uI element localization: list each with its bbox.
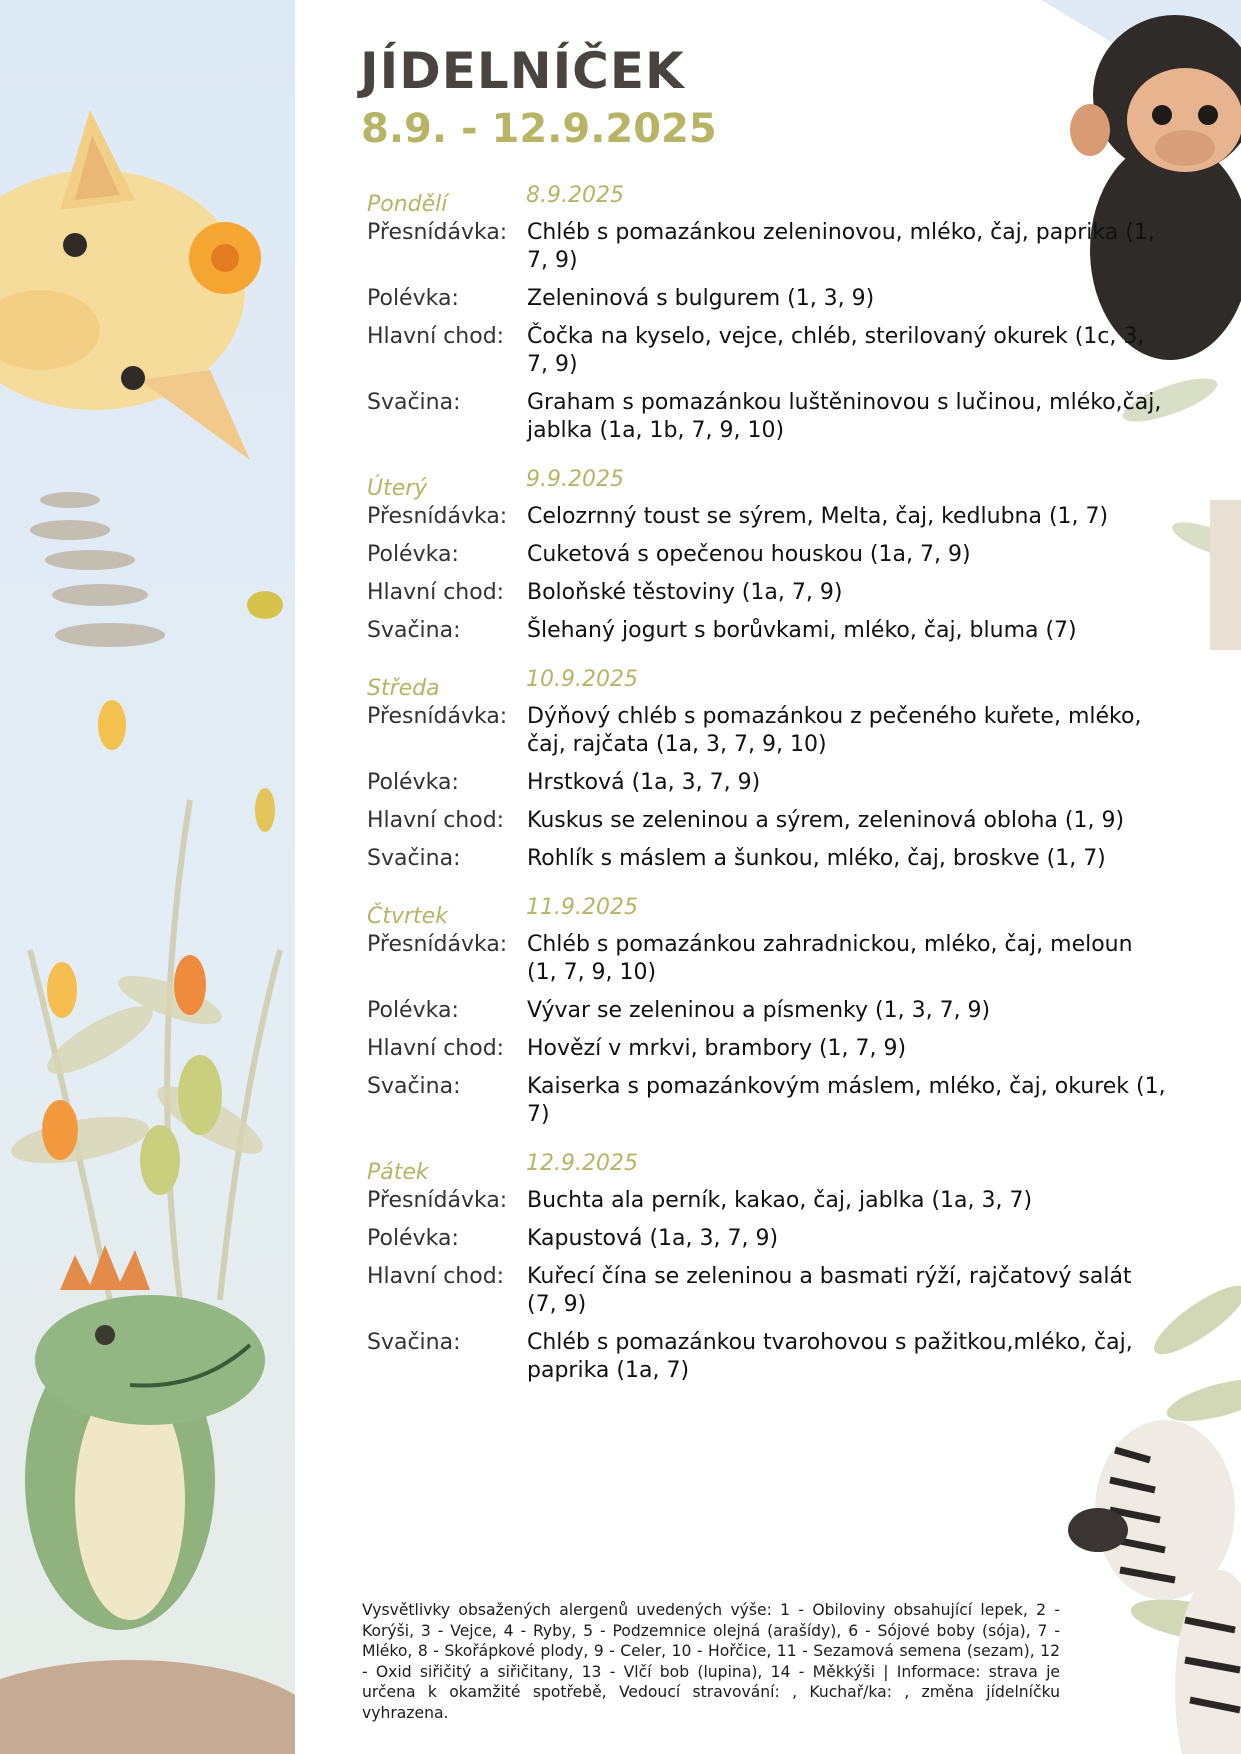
meal-label: Polévka: bbox=[367, 998, 459, 1023]
meal-row-soup bbox=[367, 1225, 1167, 1253]
day-section bbox=[367, 895, 1167, 1129]
meal-row-main bbox=[367, 323, 1167, 379]
meal-label: Hlavní chod: bbox=[367, 580, 505, 605]
meal-value: Hovězí v mrkvi, brambory (1, 7, 9) bbox=[527, 1036, 907, 1061]
day-date: 12.9.2025 bbox=[526, 1151, 638, 1176]
meal-value: Graham s pomazánkou luštěninovou s lučinou, mléko,čaj, jablka (1a, 1b, 7, 9, 10) bbox=[527, 390, 1162, 443]
weekly-menu bbox=[367, 183, 1167, 1407]
meal-value: Šlehaný jogurt s borůvkami, mléko, čaj, bluma (7) bbox=[527, 618, 1077, 643]
date-range: 8.9. - 12.9.2025 bbox=[361, 106, 717, 152]
meal-row-breakfast bbox=[367, 1187, 1167, 1215]
day-section bbox=[367, 183, 1167, 445]
meal-row-main bbox=[367, 1035, 1167, 1063]
meal-label: Přesnídávka: bbox=[367, 704, 508, 729]
meal-value: Hrstková (1a, 3, 7, 9) bbox=[527, 770, 761, 795]
meal-label: Přesnídávka: bbox=[367, 220, 508, 245]
day-date: 10.9.2025 bbox=[526, 667, 638, 692]
meal-value: Cuketová s opečenou houskou (1a, 7, 9) bbox=[527, 542, 971, 567]
day-date: 8.9.2025 bbox=[526, 183, 624, 208]
meal-row-breakfast bbox=[367, 931, 1167, 987]
meal-label: Hlavní chod: bbox=[367, 324, 505, 349]
page-title: JÍDELNÍČEK bbox=[360, 42, 685, 100]
meal-value: Kuřecí čína se zeleninou a basmati rýží, rajčatový salát (7, 9) bbox=[527, 1264, 1132, 1317]
meal-value: Vývar se zeleninou a písmenky (1, 3, 7, 9) bbox=[527, 998, 991, 1023]
meal-label: Hlavní chod: bbox=[367, 808, 505, 833]
meal-row-snack bbox=[367, 1073, 1167, 1129]
decorative-side-strip bbox=[0, 0, 295, 1754]
meal-label: Svačina: bbox=[367, 390, 461, 415]
meal-value: Chléb s pomazánkou zeleninovou, mléko, čaj, paprika (1, 7, 9) bbox=[527, 220, 1155, 273]
meal-label: Přesnídávka: bbox=[367, 1188, 508, 1213]
day-section bbox=[367, 1151, 1167, 1385]
meal-row-snack bbox=[367, 389, 1167, 445]
meal-value: Celozrnný toust se sýrem, Melta, čaj, kedlubna (1, 7) bbox=[527, 504, 1109, 529]
meal-row-main bbox=[367, 579, 1167, 607]
meal-row-soup bbox=[367, 285, 1167, 313]
meal-row-breakfast bbox=[367, 703, 1167, 759]
meal-row-breakfast bbox=[367, 219, 1167, 275]
meal-value: Dýňový chléb s pomazánkou z pečeného kuřete, mléko, čaj, rajčata (1a, 3, 7, 9, 10) bbox=[527, 704, 1142, 757]
day-section bbox=[367, 467, 1167, 645]
meal-value: Buchta ala perník, kakao, čaj, jablka (1a, 3, 7) bbox=[527, 1188, 1033, 1213]
fern-illustration bbox=[30, 492, 165, 647]
day-name: Úterý bbox=[367, 476, 428, 501]
giraffe-illustration bbox=[0, 110, 261, 460]
meal-value: Čočka na kyselo, vejce, chléb, sterilovaný okurek (1c, 3, 7, 9) bbox=[527, 324, 1145, 377]
day-name: Pondělí bbox=[367, 192, 448, 217]
meal-row-main bbox=[367, 1263, 1167, 1319]
meal-value: Kaiserka s pomazánkovým máslem, mléko, čaj, okurek (1, 7) bbox=[527, 1074, 1166, 1127]
jungle-illustration bbox=[0, 0, 295, 1754]
meal-label: Svačina: bbox=[367, 1330, 461, 1355]
meal-label: Hlavní chod: bbox=[367, 1264, 505, 1289]
meal-value: Kuskus se zeleninou a sýrem, zeleninová obloha (1, 9) bbox=[527, 808, 1125, 833]
meal-label: Svačina: bbox=[367, 846, 461, 871]
meal-label: Polévka: bbox=[367, 1226, 459, 1251]
meal-value: Chléb s pomazánkou tvarohovou s pažitkou,mléko, čaj, paprika (1a, 7) bbox=[527, 1330, 1133, 1383]
meal-value: Boloňské těstoviny (1a, 7, 9) bbox=[527, 580, 843, 605]
zebra-illustration bbox=[1068, 1420, 1241, 1754]
day-section bbox=[367, 667, 1167, 873]
day-name: Čtvrtek bbox=[367, 904, 448, 929]
meal-row-breakfast bbox=[367, 503, 1167, 531]
meal-label: Svačina: bbox=[367, 618, 461, 643]
meal-row-snack bbox=[367, 845, 1167, 873]
meal-label: Hlavní chod: bbox=[367, 1036, 505, 1061]
meal-value: Kapustová (1a, 3, 7, 9) bbox=[527, 1226, 779, 1251]
day-date: 11.9.2025 bbox=[526, 895, 638, 920]
meal-label: Polévka: bbox=[367, 542, 459, 567]
meal-label: Polévka: bbox=[367, 286, 459, 311]
meal-row-soup bbox=[367, 541, 1167, 569]
meal-value: Zeleninová s bulgurem (1, 3, 9) bbox=[527, 286, 875, 311]
crocodile-illustration bbox=[0, 1245, 295, 1754]
meal-label: Přesnídávka: bbox=[367, 504, 508, 529]
meal-value: Rohlík s máslem a šunkou, mléko, čaj, broskve (1, 7) bbox=[527, 846, 1106, 871]
meal-label: Polévka: bbox=[367, 770, 459, 795]
day-date: 9.9.2025 bbox=[526, 467, 624, 492]
meal-row-snack bbox=[367, 1329, 1167, 1385]
meal-row-snack bbox=[367, 617, 1167, 645]
meal-row-soup bbox=[367, 997, 1167, 1025]
day-name: Pátek bbox=[367, 1160, 429, 1185]
allergen-footnote: Vysvětlivky obsažených alergenů uvedených výše: 1 - Obiloviny obsahující lepek, 2 - Korýši, 3 - Vejce, 4 - Ryby, 5 - Podzemnice olejná (arašídy), 6 - Sójové boby (sója), 7 - Mléko, 8 - Skořápkové plody, 9 - Celer, 10 - Hořčice, 11 - Sezamová semena (sezam), 12 - Oxid siřičitý a siřičitany, 13 - Vlčí bob (lupina), 14 - Měkkýši | Informace: strava je určena k okamžité spotřebě, Vedoucí stravování: , Kuchař/ka: , změna jídelníčku vyhrazena. bbox=[362, 1601, 1060, 1722]
meal-label: Svačina: bbox=[367, 1074, 461, 1099]
meal-row-soup bbox=[367, 769, 1167, 797]
meal-label: Přesnídávka: bbox=[367, 932, 508, 957]
day-name: Středa bbox=[367, 676, 440, 701]
meal-row-main bbox=[367, 807, 1167, 835]
meal-value: Chléb s pomazánkou zahradnickou, mléko, čaj, meloun (1, 7, 9, 10) bbox=[527, 932, 1133, 985]
